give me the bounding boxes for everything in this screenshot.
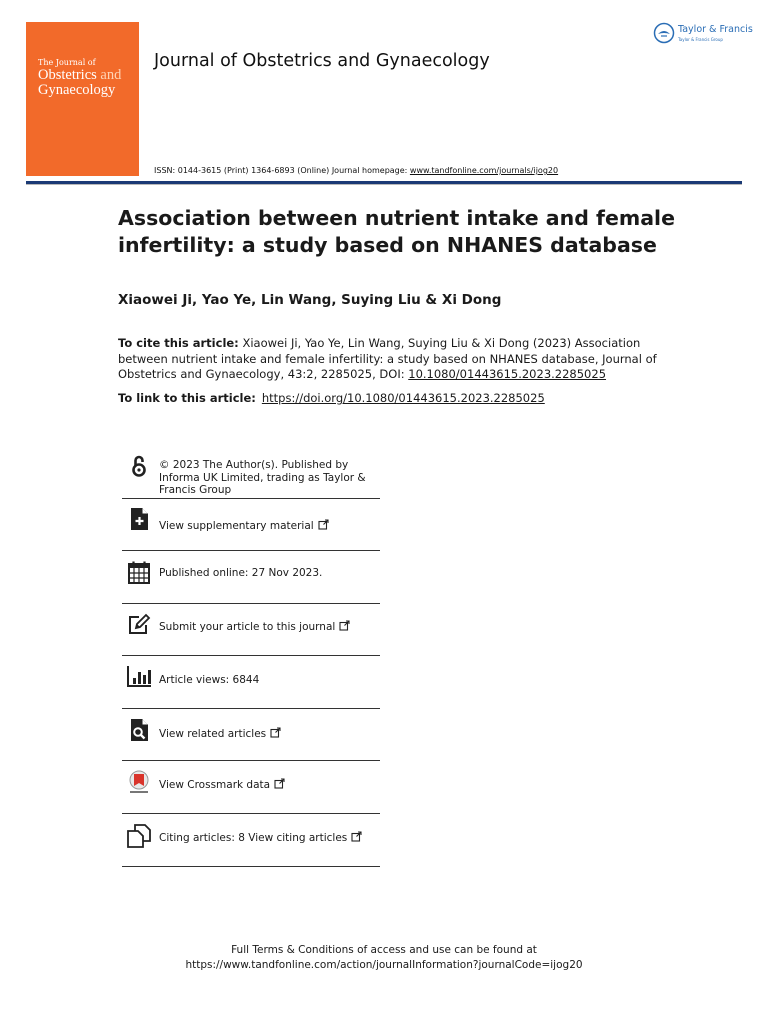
related-articles-icon	[126, 717, 152, 743]
external-link-icon	[270, 727, 281, 738]
info-item-license	[122, 449, 380, 499]
info-item-views	[122, 656, 380, 709]
journal-title: Journal of Obstetrics and Gynaecology	[154, 51, 490, 71]
cover-journal-title	[38, 68, 121, 98]
calendar-icon	[126, 559, 152, 585]
external-link-icon	[339, 620, 350, 631]
related-articles-label: View related articles	[159, 728, 267, 740]
footer-terms-url[interactable]: https://www.tandfonline.com/action/journalInformation?journalCode=ijog20	[185, 958, 583, 971]
issn-line	[154, 166, 558, 175]
license-text: © 2023 The Author(s). Published by Informa UK Limited, trading as Taylor & Francis Group	[159, 459, 366, 496]
journal-cover	[26, 22, 139, 176]
edit-icon	[126, 612, 152, 638]
citation-text: Xiaowei Ji, Yao Ye, Lin Wang, Suying Liu & Xi Dong (2023) Association between nutrient intake and female infertility: a study based on NHANES database, Journal of Obstetrics and Gynaecology, 43:2, 2285025, DOI:	[118, 336, 657, 381]
supplementary-label: View supplementary material	[159, 520, 314, 532]
related-articles-link[interactable]	[159, 727, 381, 741]
published-date: Published online: 27 Nov 2023.	[159, 567, 323, 579]
citation-label: To cite this article:	[118, 336, 239, 350]
crossmark-label: View Crossmark data	[159, 779, 271, 791]
article-views: Article views: 6844	[159, 674, 260, 686]
article-link-line	[118, 391, 545, 405]
citing-articles-link[interactable]	[159, 831, 381, 845]
bar-chart-icon	[126, 663, 152, 689]
article-title: Association between nutrient intake and female infertility: a study based on NHANES database	[118, 206, 675, 257]
supplementary-file-icon	[126, 506, 152, 532]
article-authors: Xiaowei Ji, Yao Ye, Lin Wang, Suying Liu & Xi Dong	[118, 292, 502, 308]
taylor-francis-logo	[653, 22, 753, 46]
external-link-icon	[318, 519, 329, 530]
cover-title-and: and	[100, 67, 122, 83]
submit-article-link[interactable]	[159, 620, 381, 634]
publisher-group: Taylor & Francis Group	[678, 37, 723, 42]
publisher-logo-icon	[653, 22, 675, 44]
info-item-related[interactable]	[122, 709, 380, 761]
journal-homepage-link[interactable]: www.tandfonline.com/journals/ijog20	[409, 166, 559, 175]
publisher-name: Taylor & Francis	[678, 24, 753, 35]
supplementary-link[interactable]	[159, 519, 381, 533]
info-item-published	[122, 551, 380, 604]
citation-block	[118, 336, 658, 383]
citation-doi-link[interactable]: 10.1080/01443615.2023.2285025	[408, 367, 607, 381]
citing-articles-icon	[126, 822, 152, 848]
info-item-crossmark[interactable]	[122, 761, 380, 814]
cover-title-line1: Obstetrics	[38, 67, 97, 83]
info-item-supplementary[interactable]	[122, 499, 380, 551]
info-item-citing[interactable]	[122, 814, 380, 867]
citing-articles-label: Citing articles: 8 View citing articles	[159, 832, 348, 844]
article-info-list	[122, 449, 380, 867]
external-link-icon	[351, 831, 362, 842]
terms-footer	[0, 943, 768, 972]
footer-terms-text: Full Terms & Conditions of access and use can be found at	[231, 944, 537, 956]
submit-article-label: Submit your article to this journal	[159, 621, 336, 633]
open-access-icon	[126, 453, 152, 479]
cover-title-line2: Gynaecology	[38, 82, 116, 98]
crossmark-link[interactable]	[159, 778, 381, 792]
article-doi-url[interactable]: https://doi.org/10.1080/01443615.2023.2285025	[261, 391, 545, 405]
external-link-icon	[274, 778, 285, 789]
crossmark-icon	[126, 769, 152, 795]
cover-small-text: The Journal of	[38, 58, 96, 67]
info-item-submit[interactable]	[122, 604, 380, 656]
header-rule-shadow	[26, 184, 742, 185]
issn-text: ISSN: 0144-3615 (Print) 1364-6893 (Online) Journal homepage:	[154, 166, 410, 175]
link-label: To link to this article:	[118, 391, 256, 405]
